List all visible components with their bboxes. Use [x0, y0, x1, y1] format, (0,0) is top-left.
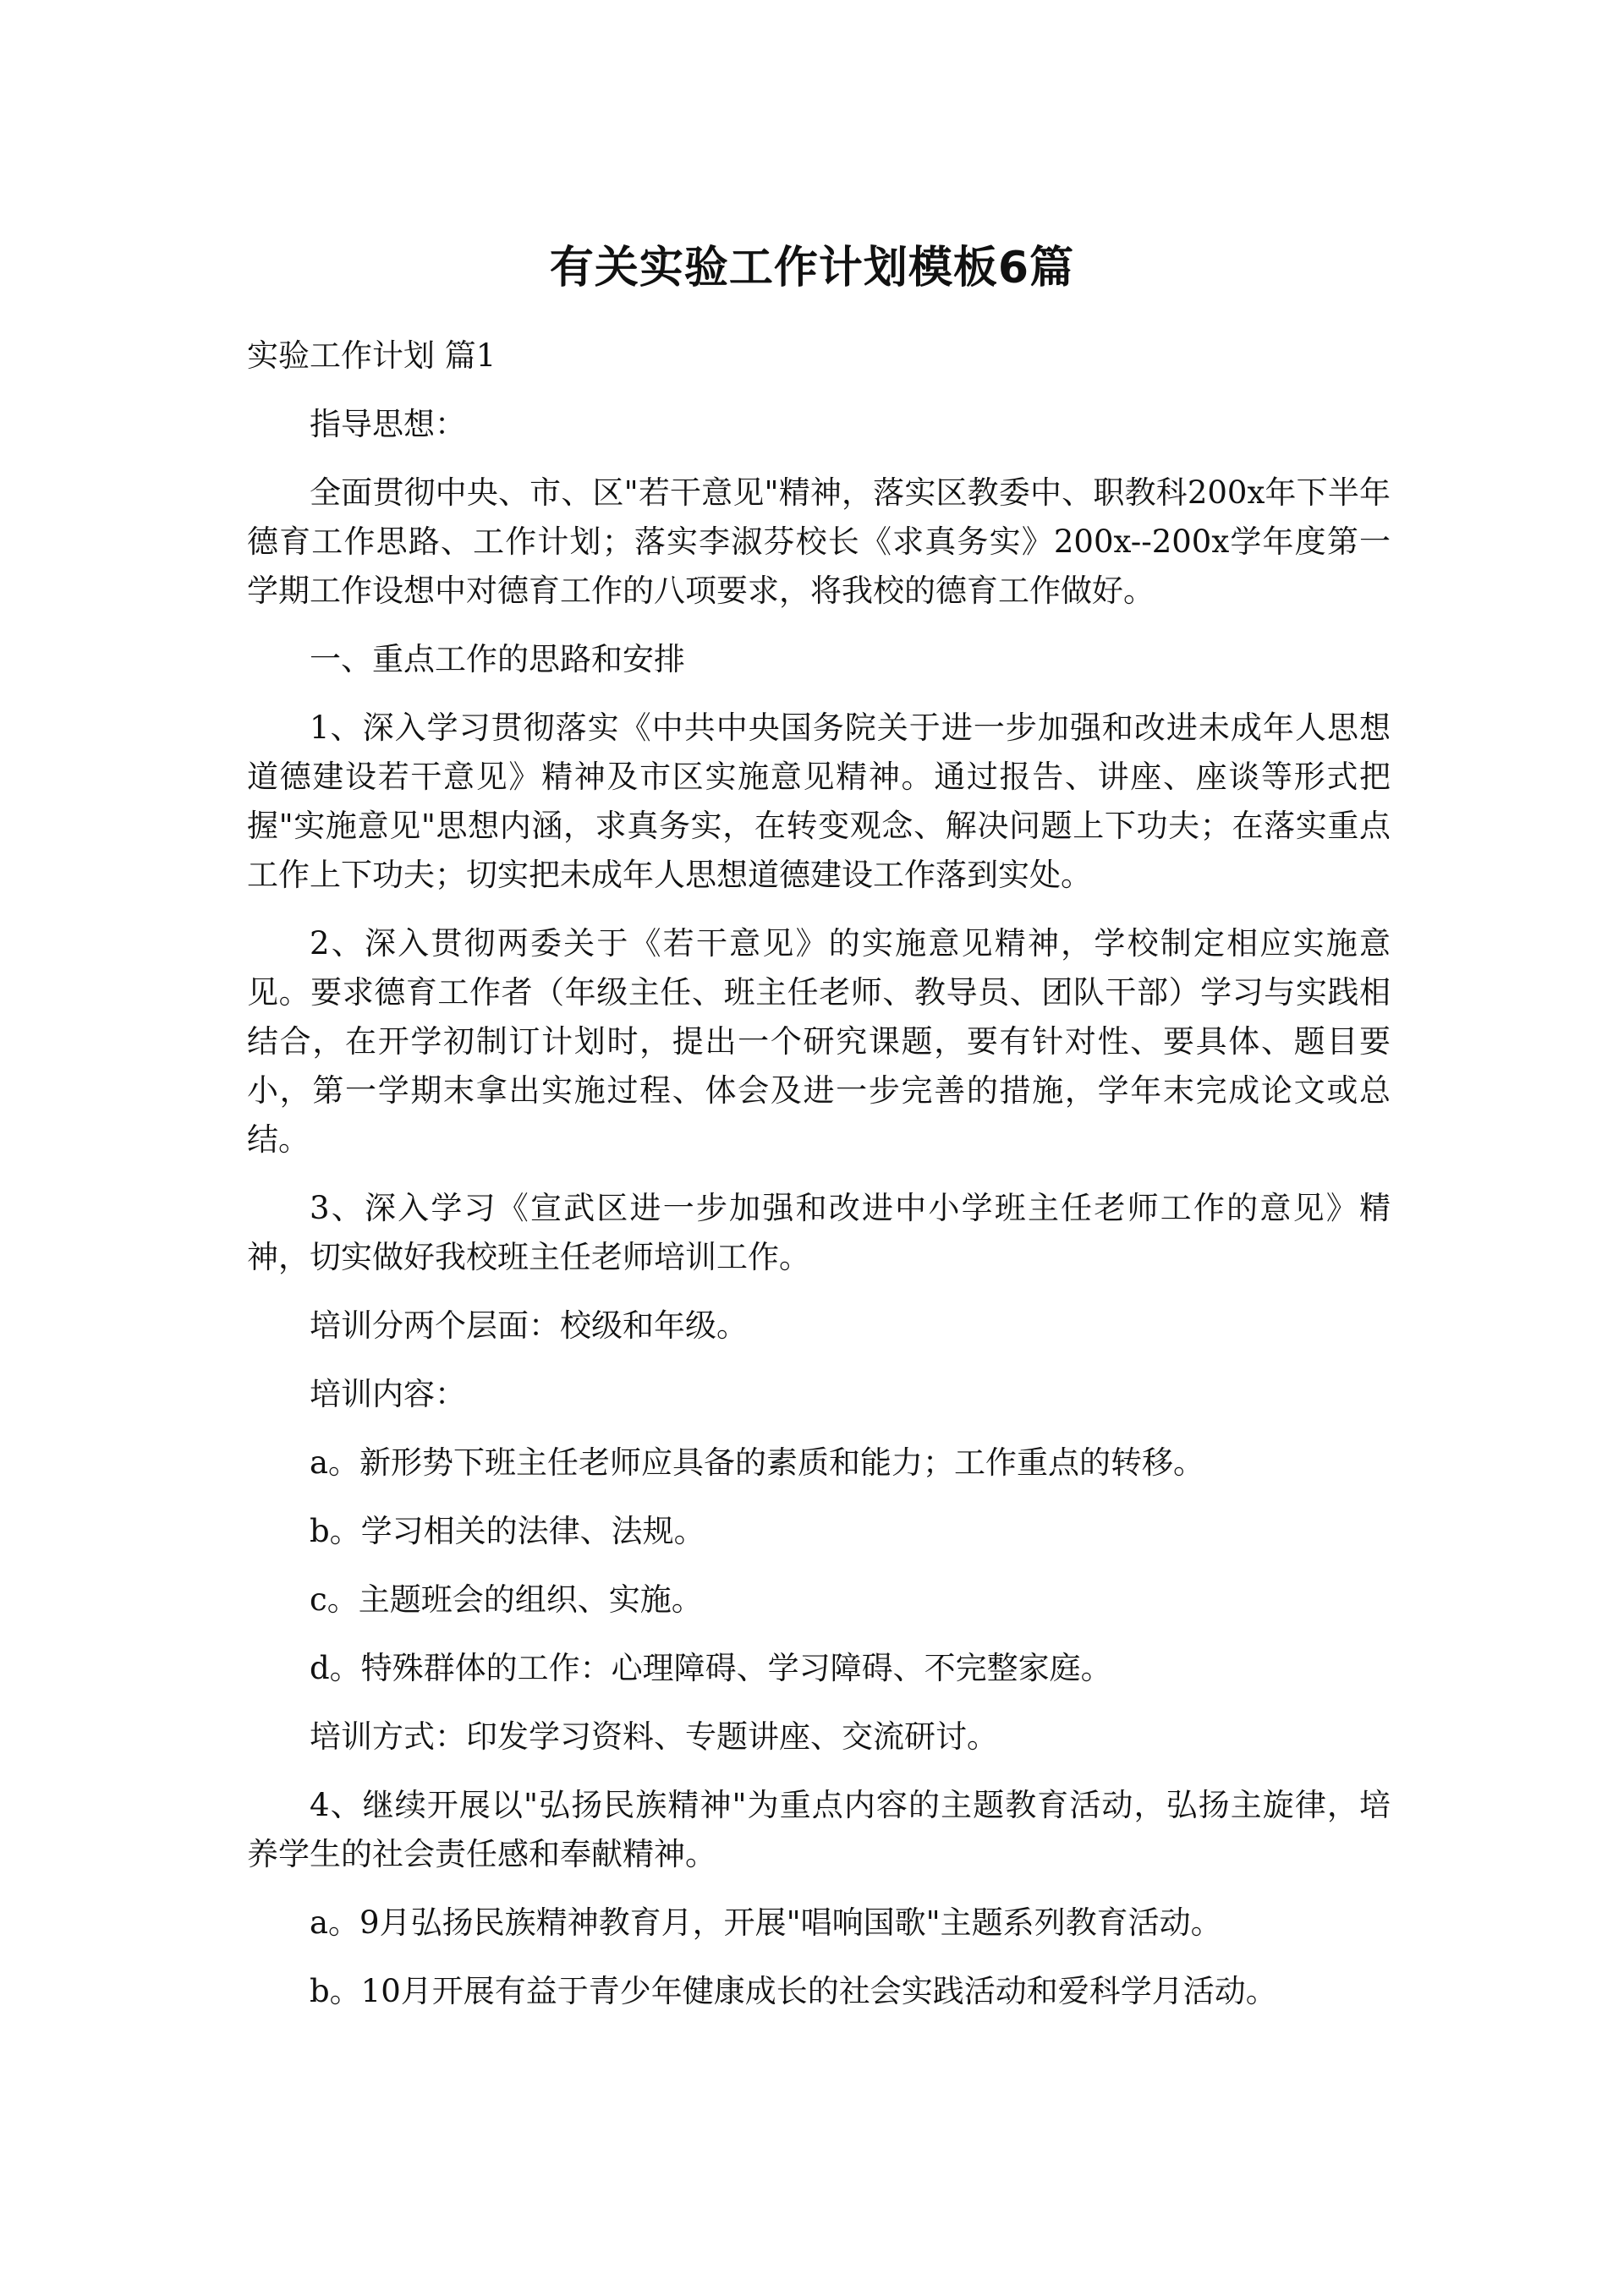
paragraph-item-1: 1、深入学习贯彻落实《中共中央国务院关于进一步加强和改进未成年人思想道德建设若干意见》精神及市区实施意见精神。通过报告、讲座、座谈等形式把握"实施意见"思想内涵，求真务实，在转变观念、解决问题上下功夫；在落实重点工作上下功夫；切实把未成年人思想道德建设工作落到实处。	[247, 710, 1391, 893]
paragraph-training-levels: 培训分两个层面：校级和年级。	[310, 1307, 748, 1344]
paragraph-item-2: 2、深入贯彻两委关于《若干意见》的实施意见精神，学校制定相应实施意见。要求德育工作者（年级主任、班主任老师、教导员、团队干部）学习与实践相结合，在开学初制订计划时，提出一个研究课题，要有针对性、要具体、题目要小，第一学期末拿出实施过程、体会及进一步完善的措施，学年末完成论文或总结。	[247, 925, 1391, 1158]
paragraph-training-c: c。主题班会的组织、实施。	[310, 1581, 703, 1618]
paragraph-item-4: 4、继续开展以"弘扬民族精神"为重点内容的主题教育活动，弘扬主旋律，培养学生的社会责任感和奉献精神。	[247, 1787, 1391, 1872]
paragraph-guiding-thought-label: 指导思想：	[310, 406, 466, 442]
paragraph-training-method: 培训方式：印发学习资料、专题讲座、交流研讨。	[310, 1718, 998, 1755]
paragraph-item-3: 3、深入学习《宣武区进一步加强和改进中小学班主任老师工作的意见》精神，切实做好我校班主任老师培训工作。	[247, 1190, 1391, 1275]
paragraph-training-d: d。特殊群体的工作：心理障碍、学习障碍、不完整家庭。	[310, 1650, 1112, 1686]
paragraph-training-a: a。新形势下班主任老师应具备的素质和能力；工作重点的转移。	[310, 1444, 1205, 1481]
paragraph-training-b: b。学习相关的法律、法规。	[310, 1513, 705, 1549]
document-title: 有关实验工作计划模板6篇	[549, 243, 1075, 293]
paragraph-guiding-thought: 全面贯彻中央、市、区"若干意见"精神，落实区教委中、职教科200x年下半年德育工作思路、工作计划；落实李淑芬校长《求真务实》200x--200x学年度第一学期工作设想中对德育工作的八项要求，将我校的德育工作做好。	[247, 474, 1391, 609]
paragraph-key-work-heading: 一、重点工作的思路和安排	[310, 641, 685, 677]
paragraph-training-content-label: 培训内容：	[310, 1376, 466, 1412]
section-heading: 实验工作计划 篇1	[247, 337, 497, 374]
document-body	[247, 332, 1391, 2036]
paragraph-activity-b: b。10月开展有益于青少年健康成长的社会实践活动和爱科学月活动。	[310, 1973, 1277, 2009]
paragraph-activity-a: a。9月弘扬民族精神教育月，开展"唱响国歌"主题系列教育活动。	[310, 1904, 1222, 1941]
